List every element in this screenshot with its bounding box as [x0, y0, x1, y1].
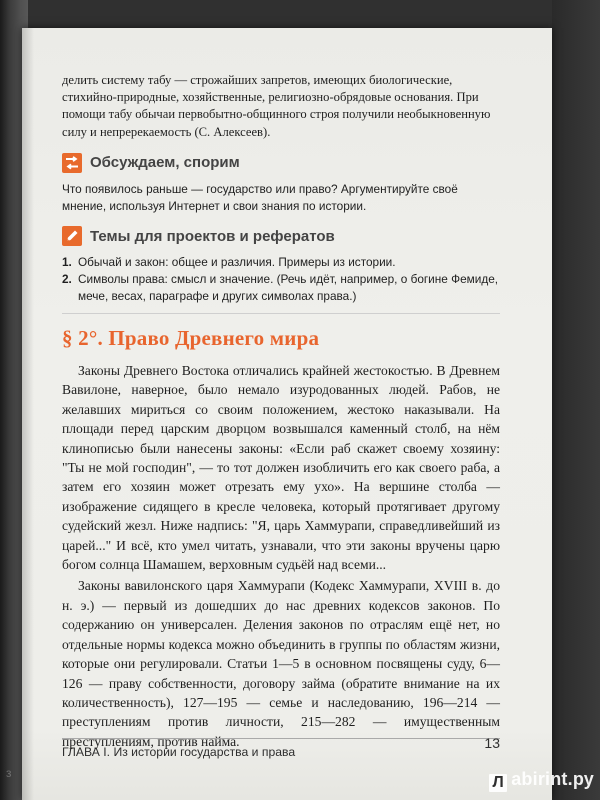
arrows-icon-glyph [64, 155, 80, 171]
projects-header [62, 224, 500, 248]
left-edge-mark: з [6, 766, 12, 780]
intro-paragraph: делить систему табу — строжайших запретов, имеющих биологические, стихийно-природные, хозяйственные, религиозно-обрядовые основания. При помощи табу обычаи первобытно-общинного строя получили необыкновенную силу и непререкаемость (С. Алексеев). [62, 73, 491, 139]
discuss-header [62, 151, 500, 175]
discuss-title: Обсуждаем, спорим [90, 154, 240, 172]
list-item [62, 254, 500, 271]
paragraph-heading: § 2°. Право Древнего мира [62, 325, 320, 350]
page-footer [62, 735, 500, 761]
projects-block [62, 224, 500, 313]
arrows-icon [62, 153, 82, 173]
list-item [62, 271, 500, 305]
page-number: 13 [484, 735, 500, 751]
section-divider [62, 313, 500, 314]
page-shadow [22, 28, 34, 800]
page-content [62, 72, 500, 751]
projects-title: Темы для проектов и рефератов [90, 227, 335, 245]
watermark-text: abirint.ру [511, 769, 594, 789]
pencil-icon-glyph [64, 228, 80, 244]
chapter-label: ГЛАВА I. Из истории государства и права [62, 745, 296, 759]
body-paragraph-2: Законы вавилонского царя Хаммурапи (Кодекс Хаммурапи, XVIII в. до н. э.) — первый из дошедших до нас древних кодексов законов. По содержанию он универсален. Деления законов по отраслям ещё нет, но отдельные нормы кодекса можно объединить в группы по областям жизни, которые они регулировали. Статьи 1—5 в основном посвящены суду, 6—126 — праву собственности, договору займа (обратите внимание на их количественность), 127—195 — семье и наследованию, 196—214 — преступлениям против личности, 215—282 — имущественным преступлениям, против найма. [62, 578, 500, 749]
discuss-text: Что появилось раньше — государство или право? Аргументируйте своё мнение, используя Интернет и свои знания по истории. [62, 181, 458, 213]
discuss-block [62, 151, 500, 215]
right-background [552, 0, 600, 800]
list-item-text: Обычай и закон: общее и различия. Примеры из истории. [78, 255, 396, 270]
list-item-text: Символы права: смысл и значение. (Речь идёт, например, о богине Фемиде, мече, весах, параграфе и других символах права.) [78, 272, 499, 303]
body-paragraph-1: Законы Древнего Востока отличались крайней жестокостью. В Древнем Вавилоне, наверное, было немало изуродованных людей. Рабов, не желавших мириться со своим положением, жестоко наказывали. На площади перед царским дворцом возвышался каменный столб, на нём клинописью были нанесены законы: «Если раб скажет своему хозяину: "Ты не мой господин", — то тот должен изобличить его как своего раба, а затем его хозяин может отрезать ему ухо». На вершине столба — изображение сидящего в кресле человека, который протягивает другому судейский жезл. Ниже надпись: "Я, царь Хаммурапи, справедливейший из царей..." И всё, кто умел читать, узнавали, что эти законы вручены царю богом солнца Шамашем, верховным судьёй над всеми... [62, 363, 500, 573]
projects-list [62, 254, 500, 304]
watermark-logo-icon: Л [489, 774, 507, 792]
watermark [489, 769, 594, 792]
list-item-number: 1. [62, 255, 72, 270]
pencil-icon [62, 226, 82, 246]
list-item-number: 2. [62, 272, 72, 287]
